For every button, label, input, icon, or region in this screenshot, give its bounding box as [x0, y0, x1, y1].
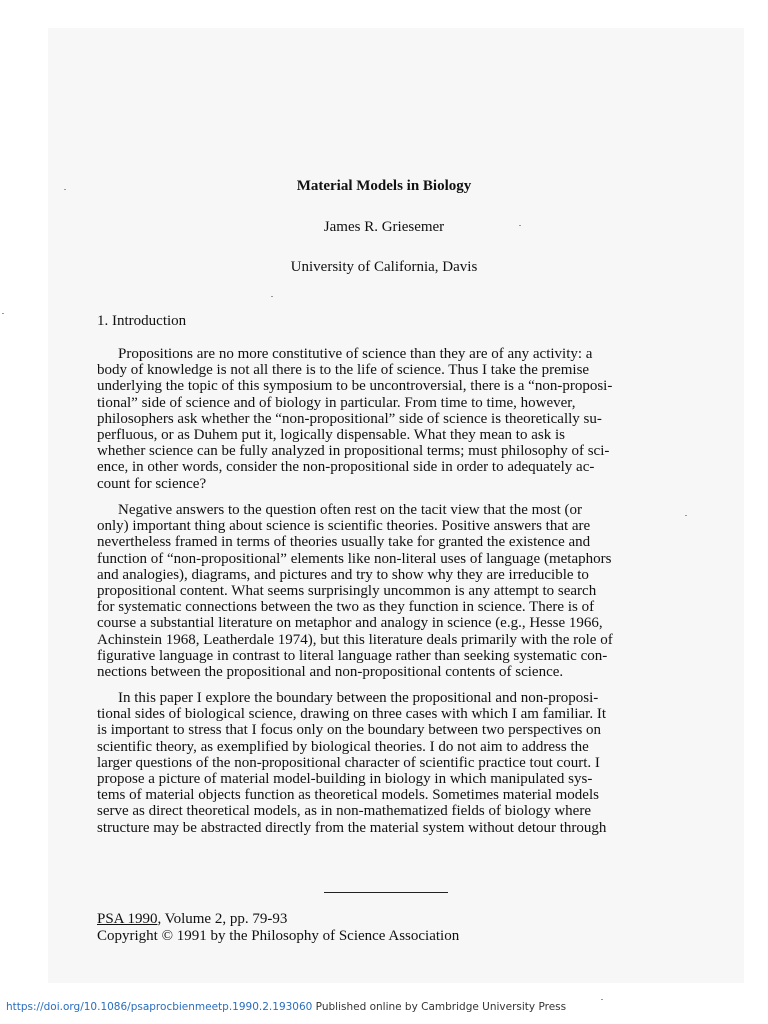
scan-speck: [271, 296, 273, 297]
scan-speck: [601, 999, 603, 1000]
text-line: tional” side of science and of biology in particular. From time to time, however,: [97, 394, 576, 411]
section-heading: 1. Introduction: [97, 313, 187, 329]
text-line: is important to stress that I focus only on the boundary between two perspectives on: [97, 722, 602, 739]
text-line: structure may be abstracted directly from the material system without detour through: [97, 819, 607, 836]
paragraph-1: [97, 346, 677, 492]
copyright-line: Copyright © 1991 by the Philosophy of Science Association: [97, 928, 460, 944]
text-line: for systematic connections between the two as they function in science. There is of: [97, 599, 595, 616]
footnote-rule: [324, 892, 448, 893]
text-line: figurative language in contrast to literal language rather than seeking systematic con-: [97, 647, 608, 664]
text-line: propose a picture of material model-building in biology in which manipulated sys-: [97, 771, 593, 788]
author-name: James R. Griesemer: [323, 219, 445, 235]
text-line: nections between the propositional and non-propositional contents of science.: [97, 664, 564, 681]
text-line: nevertheless framed in terms of theories usually take for granted the existence and: [97, 534, 591, 551]
text-line: Negative answers to the question often rest on the tacit view that the most (or: [118, 502, 583, 518]
text-line: scientific theory, as exemplified by biological theories. I do not aim to address the: [97, 738, 589, 755]
scan-speck: [519, 225, 521, 226]
text-line: course a substantial literature on metaphor and analogy in science (e.g., Hesse 1966,: [97, 615, 603, 632]
text-line: Achinstein 1968, Leatherdale 1974), but this literature deals primarily with the role of: [97, 631, 613, 648]
text-line: philosophers ask whether the “non-propositional” side of science is theoretically su-: [97, 410, 602, 427]
text-line: function of “non-propositional” elements like non-literal uses of language (metaphors: [97, 550, 612, 567]
page-footer: [6, 1001, 566, 1013]
text-line: serve as direct theoretical models, as in non-mathematized fields of biology where: [97, 803, 591, 820]
text-line: Propositions are no more constitutive of science than they are of any activity: a: [118, 346, 593, 362]
citation-line: [97, 911, 459, 928]
text-line: count for science?: [97, 475, 207, 492]
text-line: underlying the topic of this symposium to be uncontroversial, there is a “non-proposi-: [97, 378, 613, 395]
text-line: and analogies), diagrams, and pictures and try to show why they are irreducible to: [97, 566, 589, 583]
text-line: larger questions of the non-propositional character of scientific practice tout court. I: [97, 754, 600, 771]
scan-speck: [64, 189, 66, 190]
publication-citation: [97, 911, 459, 945]
volume-pages: , Volume 2, pp. 79-93: [157, 911, 288, 927]
author-affiliation: University of California, Davis: [290, 259, 478, 275]
text-line: ence, in other words, consider the non-propositional side in order to adequately ac-: [97, 459, 595, 476]
text-line: tional sides of biological science, drawing on three cases with which I am familiar. It: [97, 706, 607, 723]
text-line: tems of material objects function as theoretical models. Sometimes material models: [97, 787, 599, 804]
publisher-note: Published online by Cambridge University Press: [312, 1001, 567, 1013]
doi-link[interactable]: https://doi.org/10.1086/psaprocbienmeetp.1990.2.193060: [6, 1001, 313, 1013]
text-line: perfluous, or as Duhem put it, logically dispensable. What they mean to ask is: [97, 427, 565, 444]
paragraph-3: [97, 690, 677, 836]
scan-speck: [2, 313, 4, 314]
text-line: propositional content. What seems surprisingly uncommon is any attempt to search: [97, 583, 597, 600]
text-line: only) important thing about science is scientific theories. Positive answers that are: [97, 518, 591, 535]
text-line: whether science can be fully analyzed in propositional terms; must philosophy of sci-: [97, 443, 610, 460]
paper-title: Material Models in Biology: [296, 178, 472, 194]
paragraph-2: [97, 502, 677, 680]
journal-name: PSA 1990: [97, 911, 158, 927]
scan-speck: [685, 515, 687, 516]
text-line: In this paper I explore the boundary between the propositional and non-proposi-: [118, 690, 599, 706]
text-line: body of knowledge is not all there is to the life of science. Thus I take the premise: [97, 362, 590, 379]
